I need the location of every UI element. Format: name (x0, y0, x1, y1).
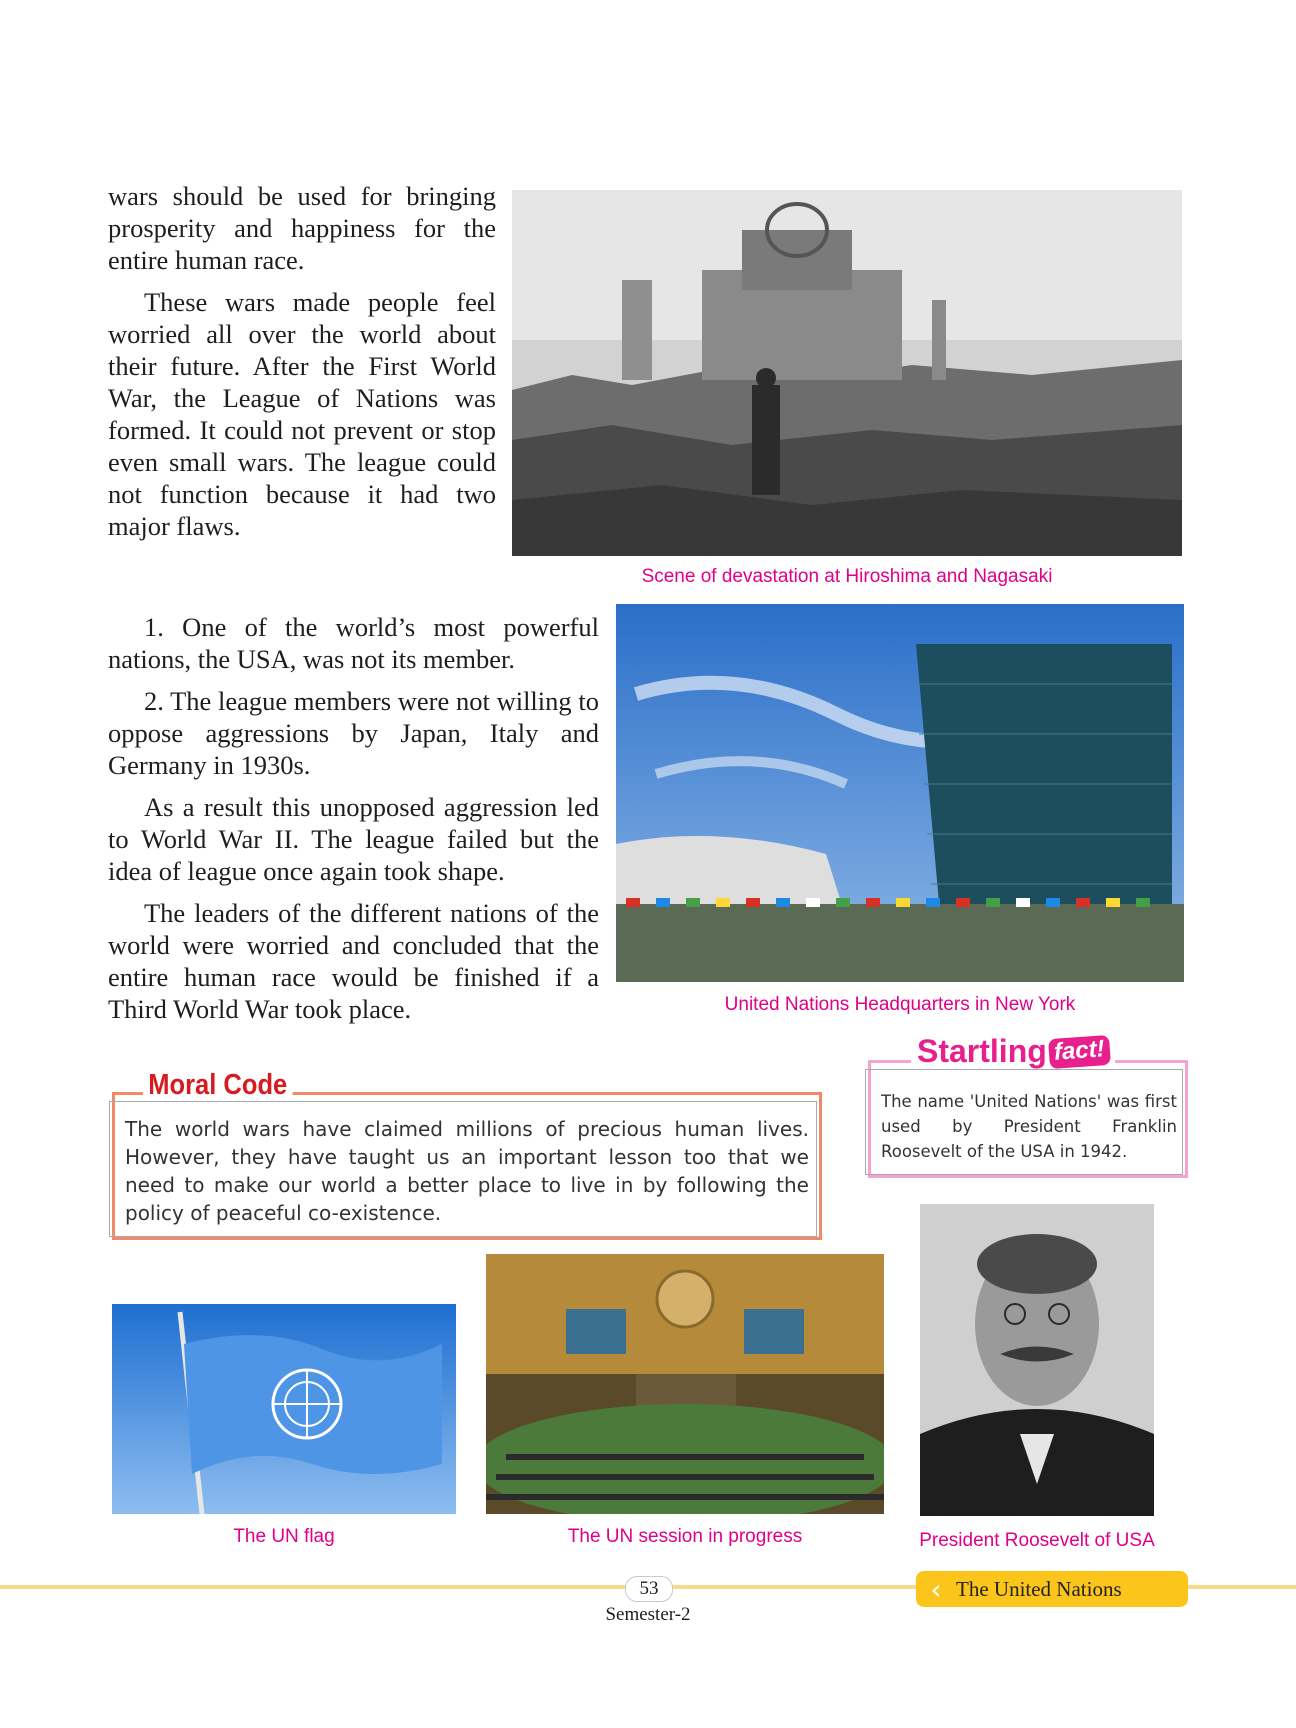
moral-code-text: The world wars have claimed millions of precious human lives. However, they have taught us an important lesson too that we need to make our world a better place to live in by following the policy of peaceful co-existence. (125, 1117, 809, 1225)
text-column-top (108, 180, 496, 552)
startling-fact-title: Startling (917, 1033, 1047, 1069)
fact-badge: fact! (1048, 1034, 1111, 1068)
page-number: 53 (625, 1576, 673, 1602)
startling-fact-heading (911, 1033, 1115, 1070)
un-flag-photo (112, 1304, 456, 1514)
startling-fact-text: The name 'United Nations' was first used by President Franklin Roosevelt of the USA in 1942. (881, 1092, 1177, 1161)
chevron-left-icon: ‹ (930, 1572, 942, 1606)
chapter-tab (916, 1571, 1188, 1607)
moral-code-box (112, 1069, 822, 1240)
paragraph-4: 2. The league members were not willing to oppose aggressions by Japan, Italy and Germany in 1930s. (108, 686, 599, 780)
chapter-title: The United Nations (956, 1576, 1122, 1601)
roosevelt-photo (920, 1204, 1154, 1516)
caption-un-hq: United Nations Headquarters in New York (724, 994, 1076, 1015)
moral-code-title: Moral Code (143, 1069, 293, 1102)
paragraph-2: These wars made people feel worried all over the world about their future. After the First World War, the League of Nations was formed. It could not prevent or stop even small wars. The league could not function because it had two major flaws. (108, 287, 496, 541)
paragraph-3: 1. One of the world’s most powerful nations, the USA, was not its member. (108, 612, 599, 674)
caption-un-session: The UN session in progress (567, 1526, 803, 1547)
semester-label: Semester-2 (605, 1604, 691, 1625)
un-headquarters-photo (616, 604, 1184, 982)
caption-un-flag: The UN flag (233, 1526, 335, 1547)
caption-hiroshima: Scene of devastation at Hiroshima and Nagasaki (641, 566, 1053, 587)
paragraph-1: wars should be used for bringing prosperity and happiness for the entire human race. (108, 181, 496, 275)
startling-fact-box (868, 1033, 1188, 1178)
paragraph-5: As a result this unopposed aggression led to World War II. The league failed but the idea of league once again took shape. (108, 792, 599, 886)
hiroshima-photo (512, 190, 1182, 556)
caption-roosevelt: President Roosevelt of USA (919, 1530, 1155, 1551)
text-column-mid (108, 611, 599, 1035)
un-session-photo (486, 1254, 884, 1514)
paragraph-6: The leaders of the different nations of the world were worried and concluded that the entire human race would be finished if a Third World War took place. (108, 898, 599, 1024)
